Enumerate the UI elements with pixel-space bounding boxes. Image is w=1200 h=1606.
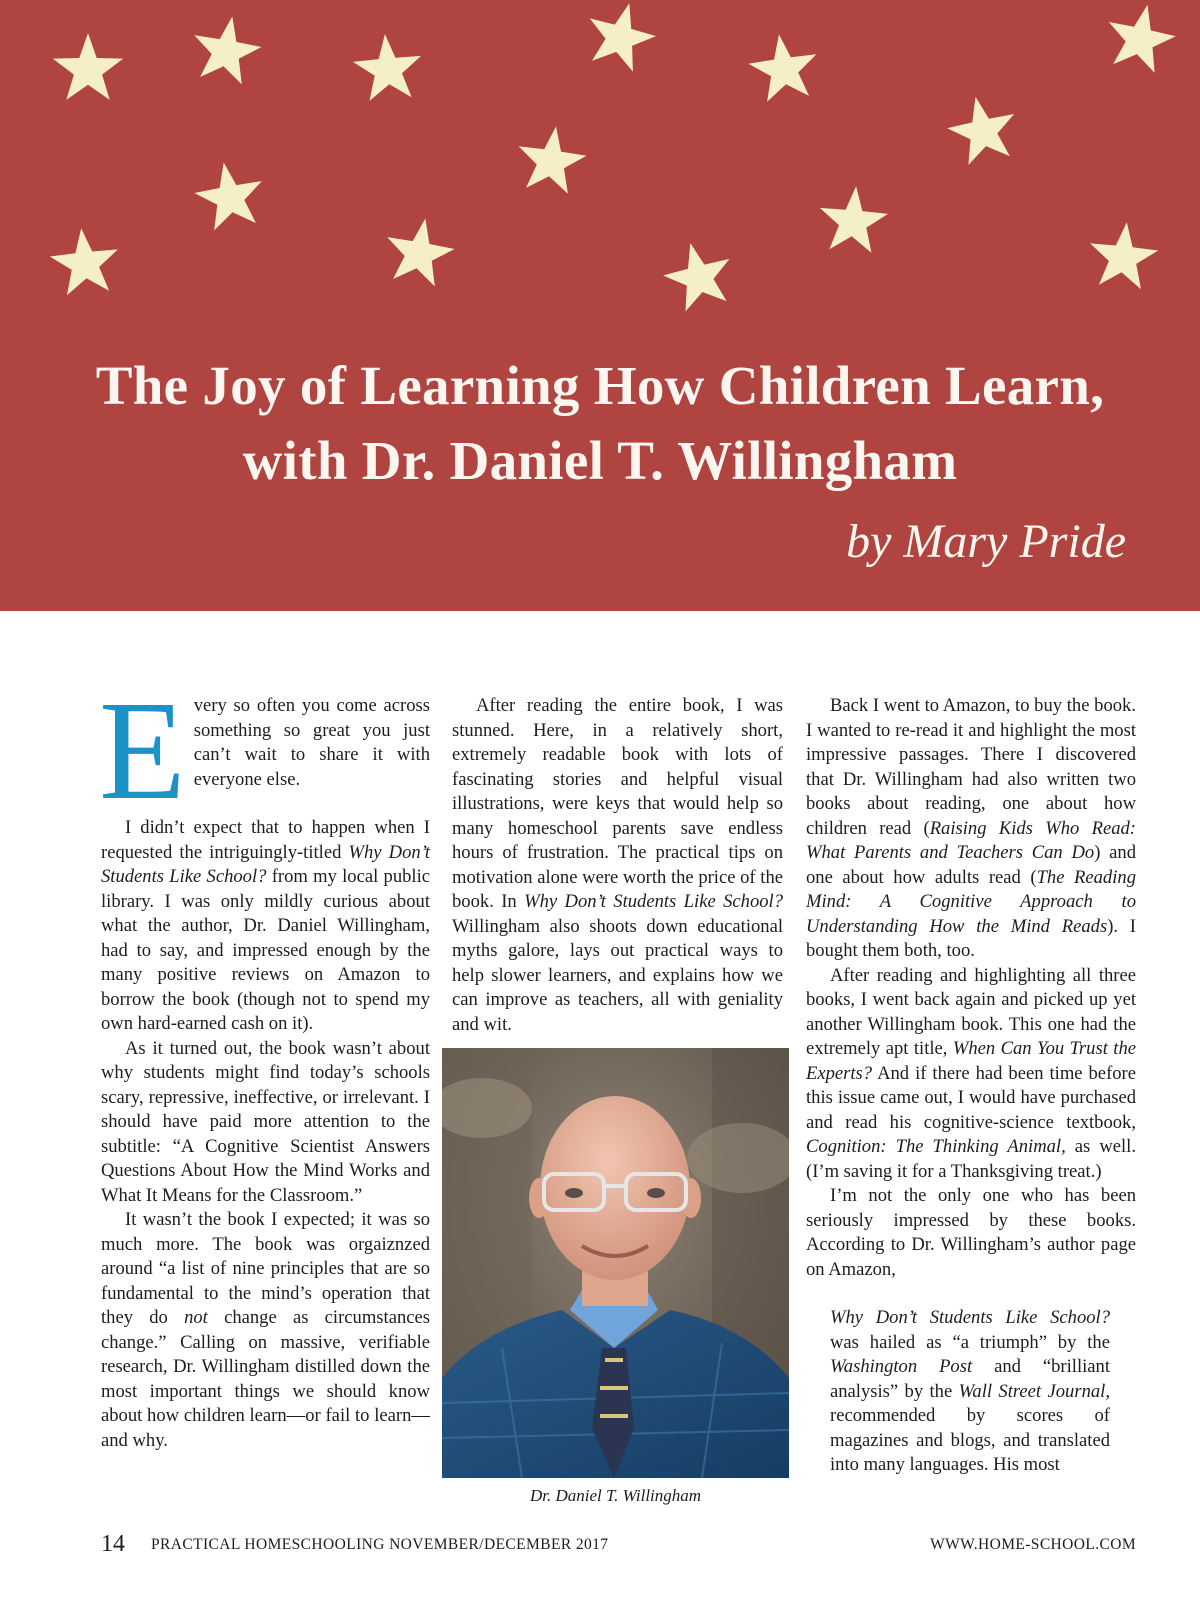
book-title: The Reading Mind: A Cognitive Approach to Understanding How the Mind Reads xyxy=(806,866,1136,937)
star-icon xyxy=(387,219,454,287)
star-icon xyxy=(590,3,656,71)
lead-paragraph xyxy=(99,671,430,829)
header-banner xyxy=(0,0,1200,611)
book-title: Cognition: The Thinking Animal, xyxy=(806,1136,1066,1157)
paragraph: Back I went to Amazon, to buy the book. I wanted to re-read it and highlight the most impressive passages. There I discovered that Dr. Willingham had also written two books about reading, one about how children read (Raising Kids Who Read: What Parents and Teachers Can Do) and one about how adults read (The Reading Mind: A Cognitive Approach to Understanding How the Mind Reads). I bought them both, too. xyxy=(806,695,1137,961)
book-title: Why Don’t Students Like School? xyxy=(524,891,783,912)
paragraph: It wasn’t the book I expected; it was so much more. The book was orgaiznzed around “a list of nine principles that are so fundamental to the mind’s operation that they do not change as circumstances change.” Calling on massive, verifiable research, Dr. Willingham distilled down the most important things we should know about how children learn—or fail to learn—and why. xyxy=(101,1209,430,1451)
publication-name: Washington Post xyxy=(830,1356,973,1377)
star-icon xyxy=(947,97,1014,165)
quote-paragraph: Why Don’t Students Like School? was hailed as “a triumph” by the Washington Post and “brilliant analysis” by the Wall Street Journal, recommended by scores of magazines and blogs, and translated into many languages. His most xyxy=(830,1307,1110,1475)
book-title: When Can You Trust the Experts? xyxy=(806,1038,1136,1084)
article-title xyxy=(0,348,1200,498)
star-icon xyxy=(50,228,118,295)
paragraph: I didn’t expect that to happen when I requested the intriguingly-titled Why Don’t Students Like School? from my local public library. I was only mildly curious about what the author, Dr. Daniel Willingham, had to say, and impressed enough by the many positive reviews on Amazon to borrow the book (though not to spend my own hard-earned cash on it). xyxy=(101,817,430,1034)
star-icon xyxy=(749,34,817,101)
book-title: Why Don’t Students Like School? xyxy=(830,1307,1110,1328)
page-footer xyxy=(101,1530,1136,1560)
book-title: Raising Kids Who Read: What Parents and Teachers Can Do xyxy=(806,817,1136,863)
publication-name: Wall Street Journal, xyxy=(958,1380,1110,1402)
byline: by Mary Pride xyxy=(846,515,1126,568)
star-icon xyxy=(1109,5,1176,73)
publication-line: PRACTICAL HOMESCHOOLING NOVEMBER/DECEMBER 2017 xyxy=(151,1536,609,1553)
star-icon xyxy=(194,17,261,85)
portrait-photo xyxy=(442,1048,789,1478)
column-3 xyxy=(806,694,1136,1478)
paragraph: After reading and highlighting all three books, I went back again and picked up yet another Willingham book. This one had the extremely apt title, When Can You Trust the Experts? And if there had been time before this issue came out, I would have purchased and read his cognitive-science textbook, Cognition: The Thinking Animal, as well. (I’m saving it for a Thanksgiving treat.) xyxy=(806,964,1136,1182)
column-2 xyxy=(452,694,783,1037)
paragraph: I’m not the only one who has been seriously impressed by these books. According to Dr. Willingham’s author page on Amazon, xyxy=(806,1185,1136,1280)
emphasis: not xyxy=(184,1307,208,1328)
title-line-2: with Dr. Daniel T. Willingham xyxy=(242,430,958,491)
star-icon xyxy=(1090,222,1158,289)
star-icon xyxy=(820,186,888,253)
paragraph: After reading the entire book, I was stunned. Here, in a relatively short, extremely readable book with lots of fascinating stories and helpful visual illustrations, were keys that would help so many homeschool parents save endless hours of frustration. The practical tips on motivation alone were worth the price of the book. In Why Don’t Students Like School? Willingham also shoots down educational myths galore, lays out practical ways to help slower learners, and explains how we can improve as teachers, all with geniality and wit. xyxy=(452,695,783,1035)
page-number: 14 xyxy=(101,1531,125,1557)
photo-caption: Dr. Daniel T. Willingham xyxy=(529,1486,702,1505)
column-1 xyxy=(99,671,430,1453)
lead-text: very so often you come across something so great you just can’t wait to share it with everyone else. xyxy=(193,695,430,790)
paragraph: As it turned out, the book wasn’t about why students might find today’s schools scary, repressive, ineffective, or irrelevant. I should have paid more attention to the subtitle: “A Cognitive Scientist Answers Questions About How the Mind Works and What It Means for the Classroom.” xyxy=(101,1037,430,1206)
star-icon xyxy=(353,34,421,101)
drop-cap: E xyxy=(99,671,186,829)
star-icon xyxy=(194,163,261,231)
author-photo xyxy=(442,1048,789,1478)
star-icon xyxy=(53,33,123,100)
website-url: WWW.HOME-SCHOOL.COM xyxy=(930,1536,1136,1553)
star-icon xyxy=(519,126,587,193)
star-icon xyxy=(663,243,729,311)
title-line-1: The Joy of Learning How Children Learn, xyxy=(95,355,1105,416)
book-title: Why Don’t Students Like School? xyxy=(101,841,430,887)
block-quote xyxy=(806,1306,1136,1478)
